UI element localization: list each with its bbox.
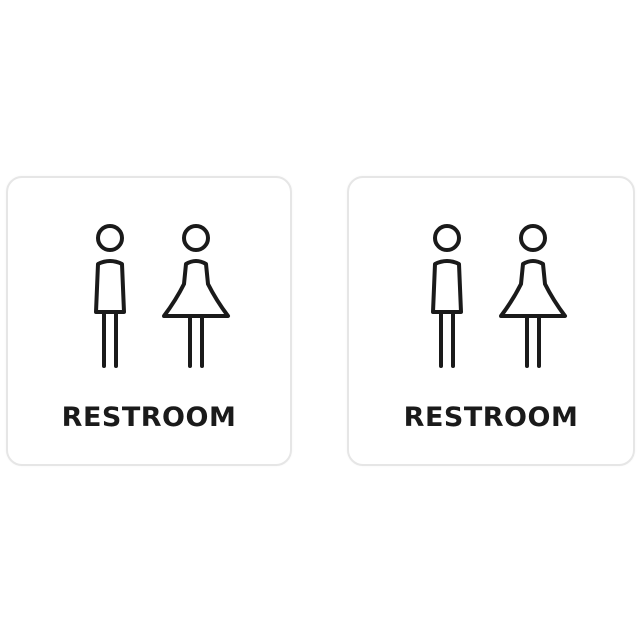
restroom-sign-right — [347, 176, 635, 466]
woman-icon — [493, 220, 573, 380]
restroom-figures — [349, 220, 633, 380]
restroom-label: RESTROOM — [403, 402, 579, 433]
woman-icon — [156, 220, 236, 380]
restroom-figures — [8, 220, 290, 380]
man-icon — [70, 220, 150, 380]
restroom-label: RESTROOM — [61, 402, 237, 433]
restroom-sign-left — [6, 176, 292, 466]
man-icon — [407, 220, 487, 380]
